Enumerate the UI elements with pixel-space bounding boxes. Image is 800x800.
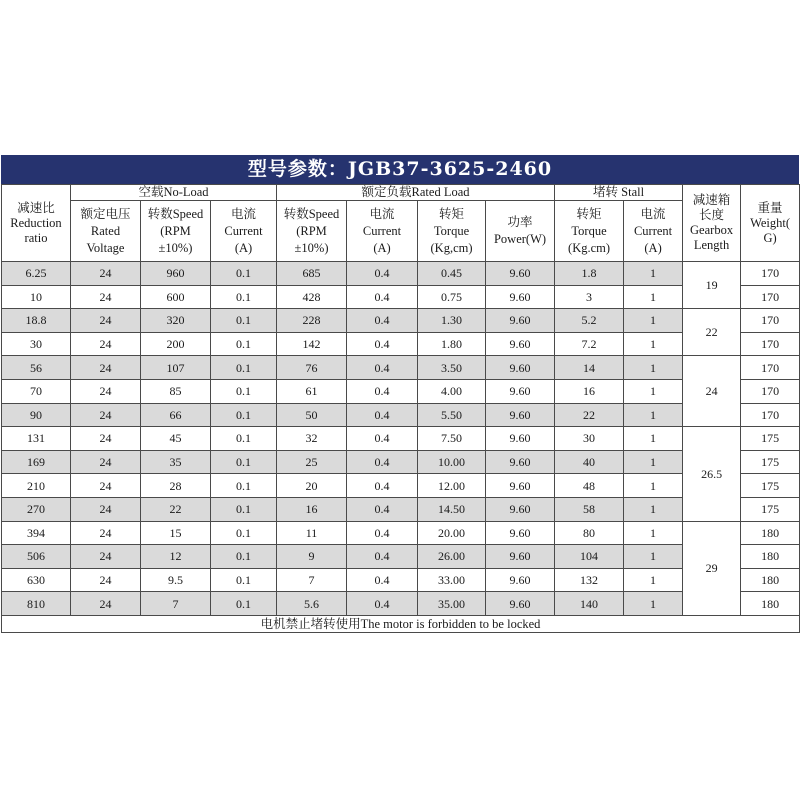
header-line: G): [763, 230, 777, 245]
cell-ratio: 210: [2, 474, 71, 498]
header-gearbox-length: [683, 185, 741, 262]
cell-rl-speed: 5.6: [277, 592, 347, 616]
cell-rl-current: 0.4: [347, 568, 418, 592]
cell-rl-speed: 228: [277, 309, 347, 333]
cell-weight: 180: [741, 545, 800, 569]
header-reduction-ratio: [2, 185, 71, 262]
cell-nl-speed: 28: [141, 474, 211, 498]
cell-rl-current: 0.4: [347, 403, 418, 427]
cell-rl-current: 0.4: [347, 545, 418, 569]
cell-rl-torque: 5.50: [418, 403, 486, 427]
cell-rl-speed: 11: [277, 521, 347, 545]
table-row: [2, 592, 800, 616]
cell-rl-speed: 685: [277, 262, 347, 286]
cell-voltage: 24: [71, 592, 141, 616]
header-line: 电流: [231, 206, 257, 221]
header-line: Current: [224, 223, 263, 238]
table-row: [2, 403, 800, 427]
header-line: Reduction: [10, 215, 62, 230]
header-line: Power(W): [493, 232, 547, 246]
cell-rl-torque: 10.00: [418, 450, 486, 474]
cell-rl-current: 0.4: [347, 427, 418, 451]
cell-gearbox-length: 24: [683, 356, 741, 427]
cell-power: 9.60: [486, 474, 555, 498]
table-row: [2, 285, 800, 309]
cell-gearbox-length: 26.5: [683, 427, 741, 521]
model-title-banner: 型号参数：JGB37-3625-2460: [1, 155, 799, 184]
cell-nl-speed: 7: [141, 592, 211, 616]
header-rated-current: [347, 201, 418, 262]
cell-rl-current: 0.4: [347, 309, 418, 333]
header-stall-current: [624, 201, 683, 262]
header-line: 减速比: [17, 200, 55, 215]
header-line: 减速箱: [692, 193, 731, 207]
cell-nl-current: 0.1: [211, 568, 277, 592]
cell-ratio: 6.25: [2, 262, 71, 286]
cell-rl-torque: 0.45: [418, 262, 486, 286]
cell-ratio: 270: [2, 497, 71, 521]
cell-st-current: 1: [624, 262, 683, 286]
cell-rl-torque: 3.50: [418, 356, 486, 380]
table-row: [2, 497, 800, 521]
cell-nl-current: 0.1: [211, 545, 277, 569]
cell-weight: 175: [741, 450, 800, 474]
cell-nl-speed: 45: [141, 427, 211, 451]
cell-rl-current: 0.4: [347, 592, 418, 616]
cell-voltage: 24: [71, 262, 141, 286]
cell-power: 9.60: [486, 379, 555, 403]
header-line: 转数Speed: [283, 206, 340, 221]
header-line: Torque: [433, 223, 470, 238]
footer-note: 电机禁止堵转使用The motor is forbidden to be locked: [2, 615, 800, 632]
cell-st-torque: 58: [555, 497, 624, 521]
cell-voltage: 24: [71, 474, 141, 498]
cell-rl-speed: 50: [277, 403, 347, 427]
header-line: (A): [234, 240, 253, 255]
cell-rl-torque: 12.00: [418, 474, 486, 498]
cell-st-current: 1: [624, 309, 683, 333]
header-no-load: 空载No-Load: [71, 185, 277, 201]
cell-rl-speed: 16: [277, 497, 347, 521]
cell-nl-speed: 960: [141, 262, 211, 286]
cell-ratio: 18.8: [2, 309, 71, 333]
cell-ratio: 30: [2, 332, 71, 356]
cell-nl-speed: 85: [141, 379, 211, 403]
header-stall-torque: [555, 201, 624, 262]
cell-voltage: 24: [71, 427, 141, 451]
cell-nl-speed: 12: [141, 545, 211, 569]
cell-rl-current: 0.4: [347, 521, 418, 545]
cell-rl-current: 0.4: [347, 356, 418, 380]
cell-weight: 170: [741, 403, 800, 427]
cell-gearbox-length: 29: [683, 521, 741, 615]
cell-weight: 170: [741, 379, 800, 403]
cell-power: 9.60: [486, 427, 555, 451]
cell-weight: 170: [741, 356, 800, 380]
cell-nl-speed: 600: [141, 285, 211, 309]
table-row: [2, 332, 800, 356]
cell-st-current: 1: [624, 332, 683, 356]
cell-rl-torque: 1.80: [418, 332, 486, 356]
cell-voltage: 24: [71, 568, 141, 592]
table-row: [2, 545, 800, 569]
cell-st-current: 1: [624, 450, 683, 474]
header-line: Length: [693, 238, 730, 252]
header-line: Weight(: [750, 215, 791, 230]
cell-nl-current: 0.1: [211, 285, 277, 309]
cell-st-torque: 48: [555, 474, 624, 498]
cell-ratio: 506: [2, 545, 71, 569]
header-rated-speed: [277, 201, 347, 262]
cell-voltage: 24: [71, 379, 141, 403]
cell-rl-speed: 61: [277, 379, 347, 403]
header-line: 电流: [640, 206, 666, 221]
cell-power: 9.60: [486, 309, 555, 333]
cell-weight: 170: [741, 285, 800, 309]
header-weight: [741, 185, 800, 262]
header-line: (A): [373, 240, 391, 255]
cell-nl-current: 0.1: [211, 262, 277, 286]
table-row: [2, 568, 800, 592]
cell-rl-current: 0.4: [347, 450, 418, 474]
cell-rl-current: 0.4: [347, 332, 418, 356]
cell-power: 9.60: [486, 545, 555, 569]
header-line: ±10%): [158, 240, 193, 255]
cell-st-current: 1: [624, 592, 683, 616]
table-row: [2, 262, 800, 286]
cell-nl-current: 0.1: [211, 427, 277, 451]
cell-nl-current: 0.1: [211, 521, 277, 545]
cell-ratio: 10: [2, 285, 71, 309]
cell-rl-speed: 428: [277, 285, 347, 309]
header-line: Current: [633, 223, 673, 238]
cell-ratio: 630: [2, 568, 71, 592]
cell-st-current: 1: [624, 285, 683, 309]
cell-nl-speed: 107: [141, 356, 211, 380]
cell-power: 9.60: [486, 403, 555, 427]
cell-rl-torque: 35.00: [418, 592, 486, 616]
cell-st-current: 1: [624, 568, 683, 592]
cell-ratio: 131: [2, 427, 71, 451]
cell-rl-speed: 25: [277, 450, 347, 474]
cell-st-current: 1: [624, 356, 683, 380]
table-row: [2, 427, 800, 451]
header-line: (Kg,cm): [430, 240, 473, 255]
cell-nl-current: 0.1: [211, 592, 277, 616]
header-line: Rated: [90, 223, 121, 238]
header-line: (RPM: [296, 223, 327, 238]
cell-power: 9.60: [486, 356, 555, 380]
cell-power: 9.60: [486, 332, 555, 356]
cell-power: 9.60: [486, 497, 555, 521]
header-line: 转数Speed: [147, 206, 204, 221]
cell-nl-current: 0.1: [211, 309, 277, 333]
cell-nl-speed: 200: [141, 332, 211, 356]
cell-weight: 175: [741, 427, 800, 451]
cell-nl-current: 0.1: [211, 356, 277, 380]
cell-ratio: 810: [2, 592, 71, 616]
cell-ratio: 169: [2, 450, 71, 474]
cell-voltage: 24: [71, 497, 141, 521]
cell-rl-torque: 0.75: [418, 285, 486, 309]
cell-voltage: 24: [71, 285, 141, 309]
cell-nl-speed: 9.5: [141, 568, 211, 592]
cell-rl-current: 0.4: [347, 262, 418, 286]
cell-voltage: 24: [71, 450, 141, 474]
header-rated-torque: [418, 201, 486, 262]
cell-st-torque: 104: [555, 545, 624, 569]
cell-weight: 180: [741, 592, 800, 616]
cell-voltage: 24: [71, 309, 141, 333]
cell-st-current: 1: [624, 521, 683, 545]
header-line: Voltage: [86, 240, 125, 255]
cell-st-current: 1: [624, 403, 683, 427]
cell-ratio: 70: [2, 379, 71, 403]
cell-rl-speed: 9: [277, 545, 347, 569]
cell-st-torque: 3: [555, 285, 624, 309]
cell-st-current: 1: [624, 474, 683, 498]
cell-rl-current: 0.4: [347, 474, 418, 498]
cell-nl-current: 0.1: [211, 474, 277, 498]
cell-st-torque: 40: [555, 450, 624, 474]
cell-gearbox-length: 22: [683, 309, 741, 356]
cell-weight: 175: [741, 497, 800, 521]
table-row: [2, 309, 800, 333]
cell-st-torque: 132: [555, 568, 624, 592]
cell-nl-current: 0.1: [211, 379, 277, 403]
header-line: (Kg.cm): [568, 240, 611, 255]
cell-voltage: 24: [71, 403, 141, 427]
cell-voltage: 24: [71, 332, 141, 356]
spec-table: [1, 184, 800, 633]
cell-weight: 180: [741, 568, 800, 592]
cell-nl-current: 0.1: [211, 450, 277, 474]
cell-weight: 180: [741, 521, 800, 545]
cell-voltage: 24: [71, 545, 141, 569]
cell-rl-speed: 20: [277, 474, 347, 498]
cell-rl-torque: 20.00: [418, 521, 486, 545]
cell-weight: 170: [741, 332, 800, 356]
header-line: Current: [362, 223, 402, 238]
header-power: [486, 201, 555, 262]
cell-st-current: 1: [624, 497, 683, 521]
cell-st-torque: 30: [555, 427, 624, 451]
cell-gearbox-length: 19: [683, 262, 741, 309]
cell-nl-current: 0.1: [211, 403, 277, 427]
cell-rl-current: 0.4: [347, 379, 418, 403]
cell-rl-speed: 76: [277, 356, 347, 380]
cell-power: 9.60: [486, 285, 555, 309]
cell-rl-speed: 32: [277, 427, 347, 451]
cell-st-torque: 5.2: [555, 309, 624, 333]
cell-rl-torque: 26.00: [418, 545, 486, 569]
table-row: [2, 474, 800, 498]
cell-power: 9.60: [486, 450, 555, 474]
cell-rl-speed: 142: [277, 332, 347, 356]
cell-rl-torque: 4.00: [418, 379, 486, 403]
cell-st-torque: 7.2: [555, 332, 624, 356]
header-line: (A): [644, 240, 662, 255]
cell-voltage: 24: [71, 356, 141, 380]
cell-nl-current: 0.1: [211, 497, 277, 521]
cell-nl-current: 0.1: [211, 332, 277, 356]
cell-st-torque: 140: [555, 592, 624, 616]
header-line: 电流: [369, 206, 395, 221]
header-stall: 堵转 Stall: [555, 185, 683, 201]
cell-voltage: 24: [71, 521, 141, 545]
cell-rl-torque: 1.30: [418, 309, 486, 333]
cell-nl-speed: 66: [141, 403, 211, 427]
header-line: 重量: [757, 200, 783, 215]
header-rated-voltage: [71, 201, 141, 262]
header-line: 长度: [699, 208, 725, 222]
header-line: ±10%): [294, 240, 329, 255]
header-no-load-current: [211, 201, 277, 262]
cell-power: 9.60: [486, 262, 555, 286]
header-line: 转矩: [576, 206, 602, 221]
cell-nl-speed: 15: [141, 521, 211, 545]
header-line: (RPM: [160, 223, 191, 238]
cell-power: 9.60: [486, 568, 555, 592]
cell-st-torque: 1.8: [555, 262, 624, 286]
header-line: ratio: [24, 230, 48, 245]
cell-st-current: 1: [624, 427, 683, 451]
header-no-load-speed: [141, 201, 211, 262]
cell-st-torque: 22: [555, 403, 624, 427]
cell-weight: 170: [741, 262, 800, 286]
header-rated-load: 额定负载Rated Load: [277, 185, 555, 201]
cell-weight: 170: [741, 309, 800, 333]
table-row: [2, 379, 800, 403]
cell-rl-torque: 7.50: [418, 427, 486, 451]
cell-st-torque: 16: [555, 379, 624, 403]
spec-rows: [2, 262, 800, 616]
header-line: Gearbox: [690, 223, 734, 237]
header-line: 额定电压: [80, 206, 131, 221]
cell-st-torque: 80: [555, 521, 624, 545]
header-line: 功率: [507, 215, 533, 229]
table-row: [2, 450, 800, 474]
cell-nl-speed: 320: [141, 309, 211, 333]
header-line: 转矩: [439, 206, 465, 221]
cell-weight: 175: [741, 474, 800, 498]
table-row: [2, 521, 800, 545]
cell-ratio: 56: [2, 356, 71, 380]
cell-nl-speed: 22: [141, 497, 211, 521]
cell-st-torque: 14: [555, 356, 624, 380]
cell-rl-torque: 33.00: [418, 568, 486, 592]
header-line: Torque: [571, 223, 607, 238]
cell-nl-speed: 35: [141, 450, 211, 474]
cell-power: 9.60: [486, 592, 555, 616]
cell-rl-torque: 14.50: [418, 497, 486, 521]
cell-rl-current: 0.4: [347, 497, 418, 521]
cell-rl-current: 0.4: [347, 285, 418, 309]
cell-ratio: 90: [2, 403, 71, 427]
cell-power: 9.60: [486, 521, 555, 545]
spec-sheet: [1, 155, 799, 633]
table-row: [2, 356, 800, 380]
cell-st-current: 1: [624, 545, 683, 569]
cell-rl-speed: 7: [277, 568, 347, 592]
cell-ratio: 394: [2, 521, 71, 545]
cell-st-current: 1: [624, 379, 683, 403]
